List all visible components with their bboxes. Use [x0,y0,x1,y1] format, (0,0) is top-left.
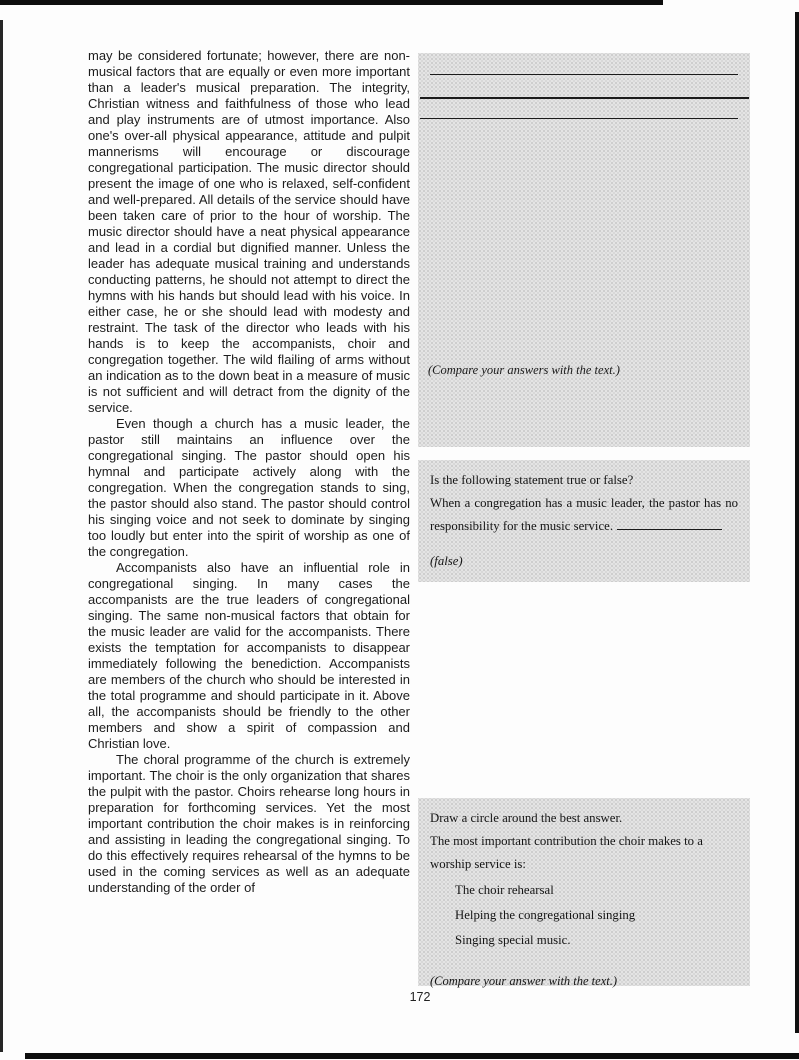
choice-option: Helping the congregational singing [455,908,636,922]
scan-artifact-right-edge [795,12,799,1033]
compare-note: (Compare your answer with the text.) [430,974,618,988]
answer-blank-line [420,118,738,119]
scan-artifact-left-edge [0,20,3,1052]
scan-artifact-top-bar [0,0,663,5]
exercise-box-true-false [418,460,750,582]
paragraph: Accompanists also have an influential role in congregational singing. In many cases the accompanists are the true leaders of congregational singing. The same non-musical factors that obtain for the music leader are valid for the accompanists. There exists the temptation for accompanists to disappear immediately following the benediction. Accompanists are members of the church who should be interested in the total programme and should participate in it. Above all, the accompanists should be friendly to the other members and show a spirit of compassion and Christian love. [88,560,410,751]
answer-blank-line [430,74,738,75]
compare-note: (Compare your answers with the text.) [428,363,620,377]
multiple-choice-options [430,878,738,953]
paragraph: may be considered fortunate; however, there are non-musical factors that are equally or even more important than a leader's musical preparation. The integrity, Christian witness and faithfulness of those who lead and play instruments are of utmost importance. Also one's over-all physical appearance, attitude and pulpit mannerisms will encourage or discourage congregational participation. The music director should present the image of one who is relaxed, self-confident and well-prepared. All details of the service should have been taken care of prior to the hour of worship. The music director should have a neat physical appearance and lead in a cordial but dignified manner. Unless the leader has adequate musical training and understands conducting patterns, he should not attempt to direct the hymns with his hands but should lead with his voice. In either case, he or she should lead with modesty and restraint. The task of the director who leads with his hands is to keep the accompanists, choir and congregation together. The wild flailing of arms without an indication as to the down beat in a measure of music is not sufficient and will detract from the dignity of the service. [88,48,410,415]
paragraph: Even though a church has a music leader, the pastor still maintains an influence over the congregational singing. The pastor should open his hymnal and participate actively along with the congregation. When the congregation stands to sing, the pastor should also stand. The pastor should control his singing voice and not seek to dominate by singing too loudly but enter into the spirit of worship as one of the congregation. [88,416,410,559]
answer-blank [617,528,722,530]
answer-key: (false) [430,554,463,568]
true-false-prompt: Is the following statement true or false? [430,473,634,487]
answer-blank-line [420,97,749,99]
choice-option: The choir rehearsal [455,883,554,897]
scan-artifact-bottom-bar [25,1053,799,1059]
statement-text: When a congregation has a music leader, the pastor has no responsibility for the music service. [430,496,738,533]
choice-option: Singing special music. [455,933,571,947]
multiple-choice-prompt: Draw a circle around the best answer. [430,811,623,825]
paragraph: The choral programme of the church is extremely important. The choir is the only organization that shares the pulpit with the pastor. Choirs rehearse long hours in preparation for forthcoming services. Yet the most important contribution the choir makes is in reinforcing and assisting in leading the congregational singing. To do this effectively requires rehearsal of the hymns to be used in the coming services as well as an adequate understanding of the order of [88,752,410,895]
multiple-choice-question: The most important contribution the choir makes to a worship service is: [430,834,703,871]
body-text-column [88,48,410,896]
exercise-box-multiple-choice [418,798,750,986]
exercise-box-fill-in [418,53,750,447]
page-number: 172 [409,990,431,1004]
true-false-statement [430,492,738,538]
